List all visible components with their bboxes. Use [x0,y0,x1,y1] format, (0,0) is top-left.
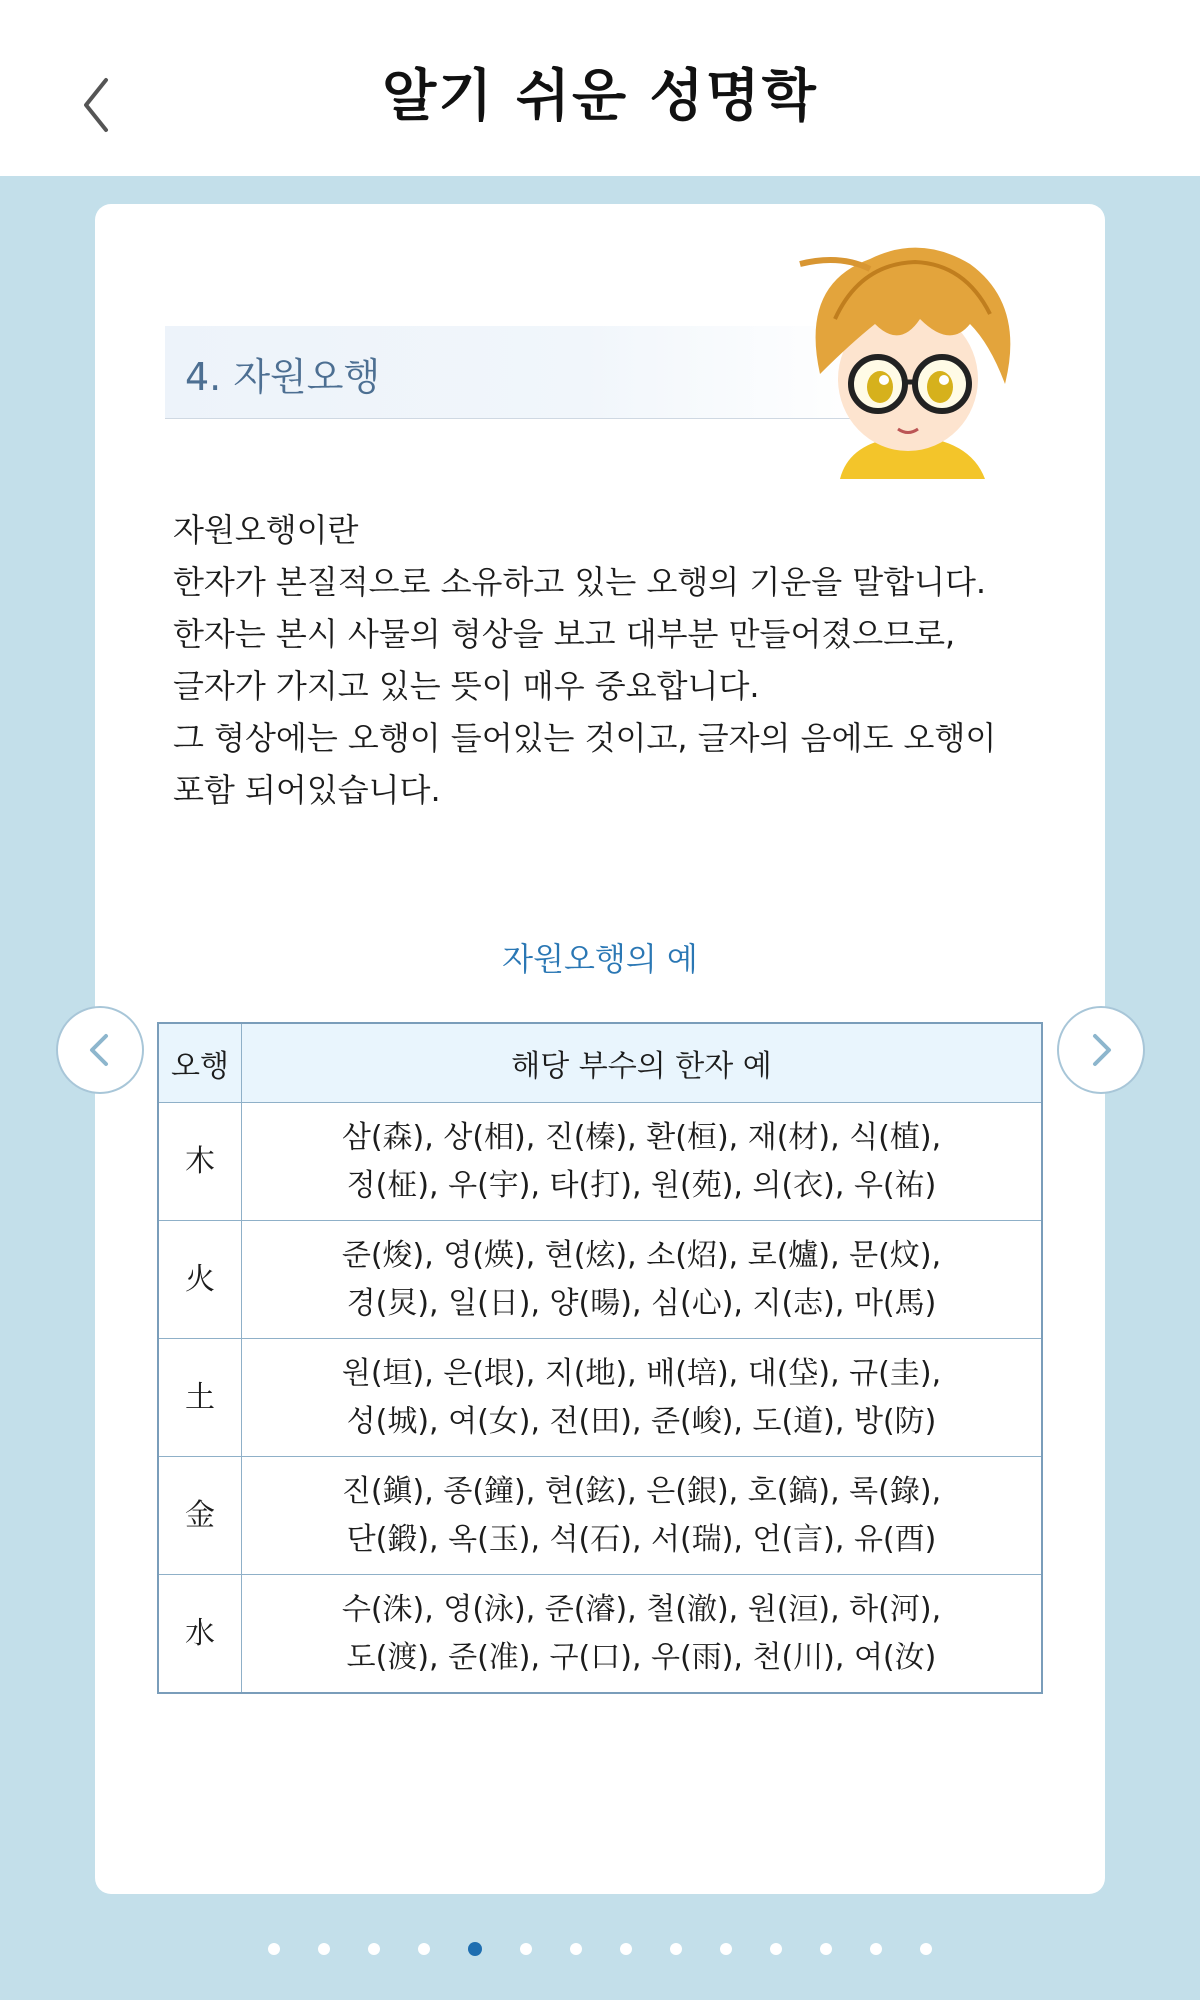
element-cell: 金 [158,1457,242,1575]
element-cell: 水 [158,1575,242,1694]
examples-line: 성(城), 여(女), 전(田), 준(峻), 도(道), 방(防) [346,1403,937,1439]
examples-cell [242,1339,1043,1457]
table-row [158,1339,1042,1457]
page-dot[interactable] [720,1943,732,1955]
prev-page-button[interactable] [56,1006,144,1094]
examples-line: 삼(森), 상(相), 진(榛), 환(桓), 재(材), 식(植), [341,1119,942,1155]
examples-line: 수(洙), 영(泳), 준(濬), 철(澈), 원(洹), 하(河), [341,1591,942,1627]
examples-cell [242,1575,1043,1694]
page-dot-active[interactable] [468,1942,482,1956]
table-row [158,1221,1042,1339]
page-indicator [0,1938,1200,1958]
page-dot[interactable] [820,1943,832,1955]
table-row [158,1103,1042,1221]
chevron-left-icon [80,1030,120,1070]
examples-line: 경(炅), 일(日), 양(暘), 심(心), 지(志), 마(馬) [346,1285,937,1321]
examples-line: 진(鎭), 종(鐘), 현(鉉), 은(銀), 호(鎬), 록(錄), [341,1473,942,1509]
description-line: 자원오행이란 [173,511,359,549]
example-table [157,1022,1043,1694]
examples-cell [242,1103,1043,1221]
page-title: 알기 쉬운 성명학 [382,64,818,129]
page-dot[interactable] [920,1943,932,1955]
header-examples: 해당 부수의 한자 예 [242,1023,1043,1103]
description-line: 포함 되어있습니다. [173,771,441,809]
description-line: 한자는 본시 사물의 형상을 보고 대부분 만들어졌으므로, [173,615,956,653]
table-row [158,1457,1042,1575]
section-heading [165,326,865,419]
table-header-row [158,1023,1042,1103]
page-dot[interactable] [368,1943,380,1955]
page-dot[interactable] [770,1943,782,1955]
page-dot[interactable] [620,1943,632,1955]
examples-cell [242,1457,1043,1575]
next-page-button[interactable] [1057,1006,1145,1094]
page-dot[interactable] [318,1943,330,1955]
section-heading-text: 4. 자원오행 [185,355,381,399]
examples-line: 도(渡), 준(准), 구(口), 우(雨), 천(川), 여(汝) [346,1639,937,1675]
table-caption: 자원오행의 예 [502,940,698,978]
page-dot[interactable] [268,1943,280,1955]
page-dot[interactable] [520,1943,532,1955]
element-cell: 木 [158,1103,242,1221]
description-line: 한자가 본질적으로 소유하고 있는 오행의 기운을 말합니다. [173,563,987,601]
description [173,504,1053,816]
examples-cell [242,1221,1043,1339]
element-cell: 火 [158,1221,242,1339]
examples-line: 준(焌), 영(煐), 현(炫), 소(炤), 로(爐), 문(炆), [341,1237,942,1273]
header-element: 오행 [158,1023,242,1103]
examples-line: 원(垣), 은(垠), 지(地), 배(培), 대(垈), 규(圭), [341,1355,942,1391]
table-row [158,1575,1042,1694]
page-dot[interactable] [870,1943,882,1955]
examples-line: 단(鍛), 옥(玉), 석(石), 서(瑞), 언(言), 유(酉) [346,1521,937,1557]
description-line: 글자가 가지고 있는 뜻이 매우 중요합니다. [173,667,760,705]
page-dot[interactable] [418,1943,430,1955]
app-header [0,0,1200,176]
element-cell: 土 [158,1339,242,1457]
character-illustration [780,224,1040,494]
description-line: 그 형상에는 오행이 들어있는 것이고, 글자의 음에도 오행이 [173,719,997,757]
page-dot[interactable] [670,1943,682,1955]
chevron-right-icon [1081,1030,1121,1070]
page-dot[interactable] [570,1943,582,1955]
examples-line: 정(柾), 우(宇), 타(打), 원(苑), 의(衣), 우(祐) [346,1167,937,1203]
